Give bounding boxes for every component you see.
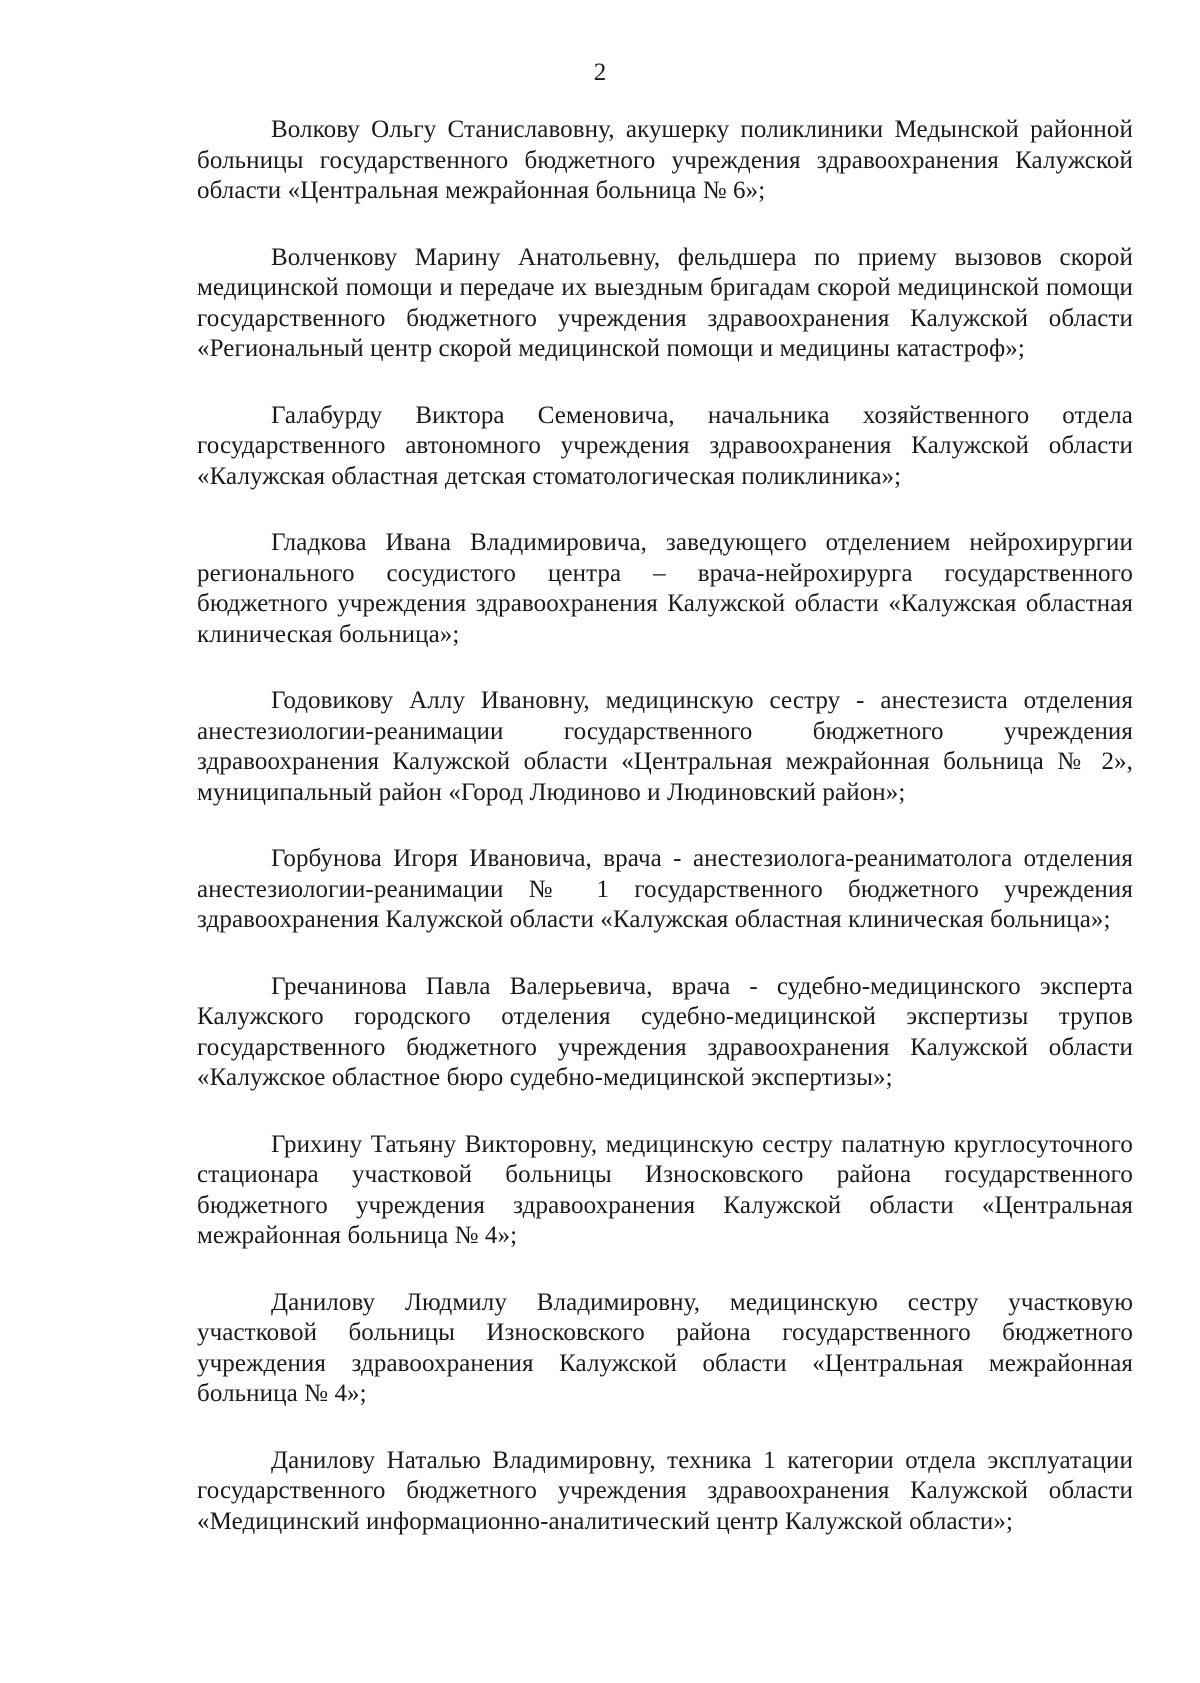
list-item: Горбунова Игоря Ивановича, врача - анестезиолога-реаниматолога отделения анестезиологии-реанимации № 1 государственного бюджетного учреждения здравоохранения Калужской области «Калужская областная клиническая больница»; [197, 845, 1133, 933]
list-item: Данилову Наталью Владимировну, техника 1 категории отдела эксплуатации государственного бюджетного учреждения здравоохранения Калужской области «Медицинский информационно-аналитический центр Калужской области»; [197, 1446, 1133, 1535]
list-item: Волченкову Марину Анатольевну, фельдшера по приему вызовов скорой медицинской помощи и передаче их выездным бригадам скорой медицинской помощи государственного бюджетного учреждения здравоохранения Калужской области «Региональный центр скорой медицинской помощи и медицины катастроф»; [197, 243, 1133, 362]
list-item: Галабурду Виктора Семеновича, начальника хозяйственного отдела государственного автономного учреждения здравоохранения Калужской области «Калужская областная детская стоматологическая поликлиника»; [197, 401, 1133, 490]
page-number: 2 [593, 59, 607, 86]
list-item: Данилову Людмилу Владимировну, медицинскую сестру участковую участковой больницы Износковского района государственного бюджетного учреждения здравоохранения Калужской области «Центральная межрайонная больница № 4»; [197, 1288, 1133, 1407]
list-item: Гречанинова Павла Валерьевича, врача - судебно-медицинского эксперта Калужского городского отделения судебно-медицинской экспертизы трупов государственного бюджетного учреждения здравоохранения Калужской области «Калужское областное бюро судебно-медицинской экспертизы»; [197, 972, 1133, 1091]
list-item: Волкову Ольгу Станиславовну, акушерку поликлиники Медынской районной больницы государственного бюджетного учреждения здравоохранения Калужской области «Центральная межрайонная больница № 6»; [197, 116, 1133, 204]
award-list [197, 115, 1133, 1573]
list-item: Грихину Татьяну Викторовну, медицинскую сестру палатную круглосуточного стационара участковой больницы Износковского района государственного бюджетного учреждения здравоохранения Калужской области «Центральная межрайонная больница № 4»; [197, 1130, 1133, 1249]
list-item: Гладкова Ивана Владимировича, заведующего отделением нейрохирургии регионального сосудистого центра – врача-нейрохирурга государственного бюджетного учреждения здравоохранения Калужской области «Калужская областная клиническая больница»; [197, 529, 1133, 648]
list-item: Годовикову Аллу Ивановну, медицинскую сестру - анестезиста отделения анестезиологии-реанимации государственного бюджетного учреждения здравоохранения Калужской области «Центральная межрайонная больница № 2», муниципальный район «Город Людиново и Людиновский район»; [197, 687, 1133, 806]
